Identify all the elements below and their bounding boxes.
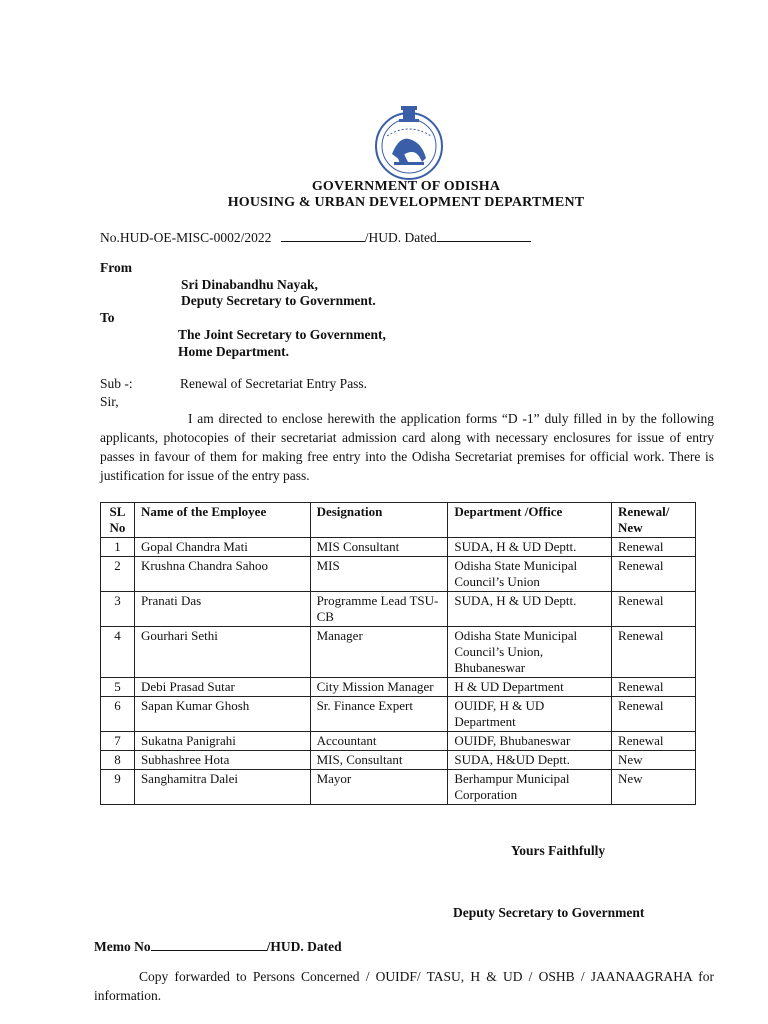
to-label: To bbox=[100, 310, 115, 325]
cell-name: Gopal Chandra Mati bbox=[134, 538, 310, 557]
cell-name: Pranati Das bbox=[134, 592, 310, 627]
table-header-row bbox=[101, 503, 696, 538]
cell-status: Renewal bbox=[612, 538, 696, 557]
cell-status: New bbox=[612, 751, 696, 770]
cell-department: Odisha State Municipal Council’s Union bbox=[448, 557, 612, 592]
valediction: Yours Faithfully bbox=[511, 843, 606, 858]
cell-name: Sanghamitra Dalei bbox=[134, 770, 310, 805]
state-emblem-icon bbox=[372, 96, 446, 184]
table-row bbox=[101, 678, 696, 697]
employee-table bbox=[100, 502, 696, 805]
department-heading: HOUSING & URBAN DEVELOPMENT DEPARTMENT bbox=[227, 195, 585, 210]
cell-status: Renewal bbox=[612, 732, 696, 751]
cell-sl: 6 bbox=[101, 697, 135, 732]
body-paragraph: I am directed to enclose herewith the application forms “D -1” duly filled in by the following applicants, photocopies of their secretariat admission card along with necessary enclosures for issue of entry passes in favour of them for making free entry into the Odisha Secretariat premises for official work. There is justification for issue of the entry pass. bbox=[100, 411, 714, 483]
table-row bbox=[101, 627, 696, 678]
salutation: Sir, bbox=[100, 394, 119, 409]
cell-department: SUDA, H&UD Deptt. bbox=[448, 751, 612, 770]
table-row bbox=[101, 751, 696, 770]
cell-name: Sapan Kumar Ghosh bbox=[134, 697, 310, 732]
reference-blank bbox=[281, 228, 365, 242]
cell-designation: MIS Consultant bbox=[310, 538, 448, 557]
cell-designation: City Mission Manager bbox=[310, 678, 448, 697]
cell-department: H & UD Department bbox=[448, 678, 612, 697]
cell-status: New bbox=[612, 770, 696, 805]
cell-designation: MIS, Consultant bbox=[310, 751, 448, 770]
cell-department: OUIDF, Bhubaneswar bbox=[448, 732, 612, 751]
cell-status: Renewal bbox=[612, 557, 696, 592]
cell-status: Renewal bbox=[612, 627, 696, 678]
cell-name: Debi Prasad Sutar bbox=[134, 678, 310, 697]
table-row bbox=[101, 538, 696, 557]
cell-status: Renewal bbox=[612, 592, 696, 627]
from-label: From bbox=[100, 260, 132, 275]
cell-designation: Sr. Finance Expert bbox=[310, 697, 448, 732]
cell-department: Berhampur Municipal Corporation bbox=[448, 770, 612, 805]
cell-sl: 2 bbox=[101, 557, 135, 592]
cell-sl: 7 bbox=[101, 732, 135, 751]
memo-suffix: /HUD. Dated bbox=[266, 939, 342, 954]
cell-sl: 1 bbox=[101, 538, 135, 557]
table-row bbox=[101, 770, 696, 805]
column-header-renewal: Renewal/ New bbox=[612, 503, 696, 538]
cell-department: SUDA, H & UD Deptt. bbox=[448, 592, 612, 627]
cell-designation: Accountant bbox=[310, 732, 448, 751]
cell-department: SUDA, H & UD Deptt. bbox=[448, 538, 612, 557]
cell-designation: Manager bbox=[310, 627, 448, 678]
column-header-name: Name of the Employee bbox=[134, 503, 310, 538]
cell-sl: 3 bbox=[101, 592, 135, 627]
to-name: The Joint Secretary to Government, bbox=[178, 327, 386, 342]
subject-label: Sub -: bbox=[100, 376, 133, 391]
from-name: Sri Dinabandhu Nayak, bbox=[181, 277, 318, 292]
cell-designation: Mayor bbox=[310, 770, 448, 805]
cell-sl: 8 bbox=[101, 751, 135, 770]
table-row bbox=[101, 557, 696, 592]
memo-label: Memo No bbox=[94, 939, 151, 954]
cell-sl: 4 bbox=[101, 627, 135, 678]
signatory: Deputy Secretary to Government bbox=[453, 905, 645, 920]
column-header-sl: SL No bbox=[101, 503, 135, 538]
reference-suffix: /HUD. Dated bbox=[364, 230, 437, 245]
memo-blank bbox=[151, 937, 267, 951]
memo-text: Copy forwarded to Persons Concerned / OUIDF/ TASU, H & UD / OSHB / JAANAAGRAHA for information. bbox=[94, 969, 714, 1003]
reference-line bbox=[100, 228, 531, 246]
table-row bbox=[101, 732, 696, 751]
reference-number: No.HUD-OE-MISC-0002/2022 bbox=[100, 230, 272, 245]
cell-name: Gourhari Sethi bbox=[134, 627, 310, 678]
cell-name: Krushna Chandra Sahoo bbox=[134, 557, 310, 592]
subject-text: Renewal of Secretariat Entry Pass. bbox=[180, 376, 368, 391]
from-designation: Deputy Secretary to Government. bbox=[181, 293, 376, 308]
to-department: Home Department. bbox=[178, 344, 289, 359]
cell-sl: 5 bbox=[101, 678, 135, 697]
cell-sl: 9 bbox=[101, 770, 135, 805]
table-row bbox=[101, 592, 696, 627]
date-blank bbox=[437, 228, 531, 242]
cell-status: Renewal bbox=[612, 697, 696, 732]
cell-department: Odisha State Municipal Council’s Union, Bhubaneswar bbox=[448, 627, 612, 678]
table-row bbox=[101, 697, 696, 732]
cell-designation: MIS bbox=[310, 557, 448, 592]
cell-department: OUIDF, H & UD Department bbox=[448, 697, 612, 732]
cell-name: Subhashree Hota bbox=[134, 751, 310, 770]
government-heading: GOVERNMENT OF ODISHA bbox=[311, 179, 501, 194]
column-header-designation: Designation bbox=[310, 503, 448, 538]
cell-designation: Programme Lead TSU- CB bbox=[310, 592, 448, 627]
cell-name: Sukatna Panigrahi bbox=[134, 732, 310, 751]
cell-status: Renewal bbox=[612, 678, 696, 697]
memo-line bbox=[94, 937, 342, 955]
column-header-department: Department /Office bbox=[448, 503, 612, 538]
